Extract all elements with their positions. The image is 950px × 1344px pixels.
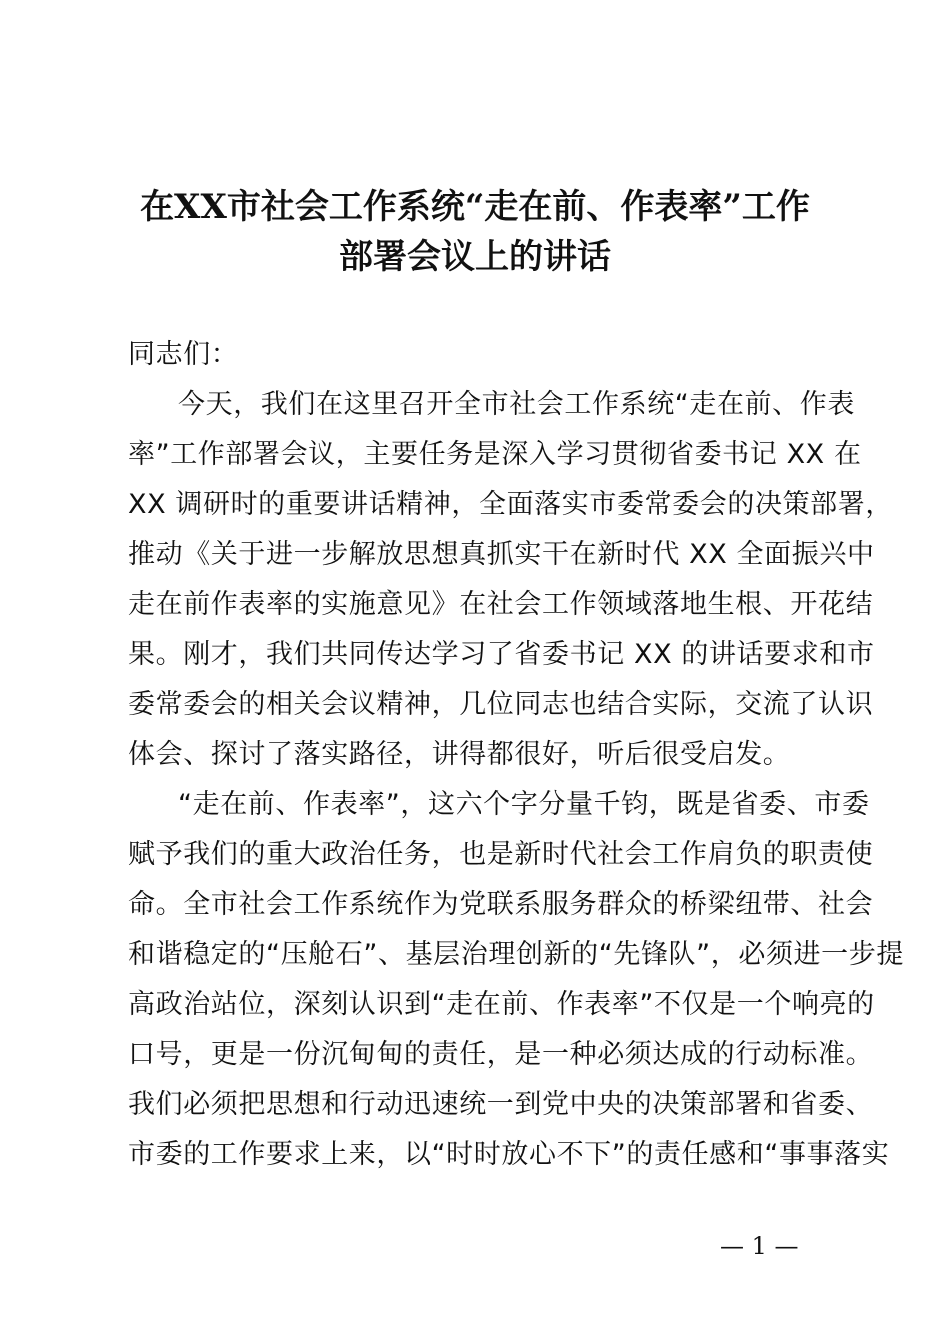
- document-title-line-1: 在XX市社会工作系统“走在前、作表率”工作: [140, 187, 810, 227]
- body-line: 我们必须把思想和行动迅速统一到党中央的决策部署和省委、: [128, 1089, 874, 1120]
- page-number: — 1 —: [720, 1232, 799, 1260]
- salutation: 同志们：: [128, 339, 239, 370]
- body-line: 推动《关于进一步解放思想真抓实干在新时代 XX 全面振兴中: [128, 539, 875, 570]
- body-line: 口号，更是一份沉甸甸的责任，是一种必须达成的行动标准。: [128, 1039, 874, 1070]
- body-line: 果。刚才，我们共同传达学习了省委书记 XX 的讲话要求和市: [128, 639, 875, 670]
- body-line: 今天，我们在这里召开全市社会工作系统“走在前、作表: [178, 389, 855, 420]
- body-line: 命。全市社会工作系统作为党联系服务群众的桥梁纽带、社会: [128, 889, 874, 920]
- body-line: 走在前作表率的实施意见》在社会工作领域落地生根、开花结: [128, 589, 874, 620]
- body-line: “走在前、作表率”，这六个字分量千钧，既是省委、市委: [178, 789, 870, 820]
- body-line: 率”工作部署会议，主要任务是深入学习贯彻省委书记 XX 在: [128, 439, 862, 470]
- body-line: 赋予我们的重大政治任务，也是新时代社会工作肩负的职责使: [128, 839, 874, 870]
- document-title-line-2: 部署会议上的讲话: [339, 237, 611, 277]
- body-line: 高政治站位，深刻认识到“走在前、作表率”不仅是一个响亮的: [128, 989, 875, 1020]
- body-line: 体会、探讨了落实路径，讲得都很好，听后很受启发。: [128, 739, 791, 770]
- body-line: 委常委会的相关会议精神，几位同志也结合实际，交流了认识: [128, 689, 874, 720]
- body-line: 市委的工作要求上来，以“时时放心不下”的责任感和“事事落实: [128, 1139, 890, 1170]
- body-line: 和谐稳定的“压舱石”、基层治理创新的“先锋队”，必须进一步提: [128, 939, 904, 970]
- body-line: XX 调研时的重要讲话精神，全面落实市委常委会的决策部署，: [128, 489, 893, 520]
